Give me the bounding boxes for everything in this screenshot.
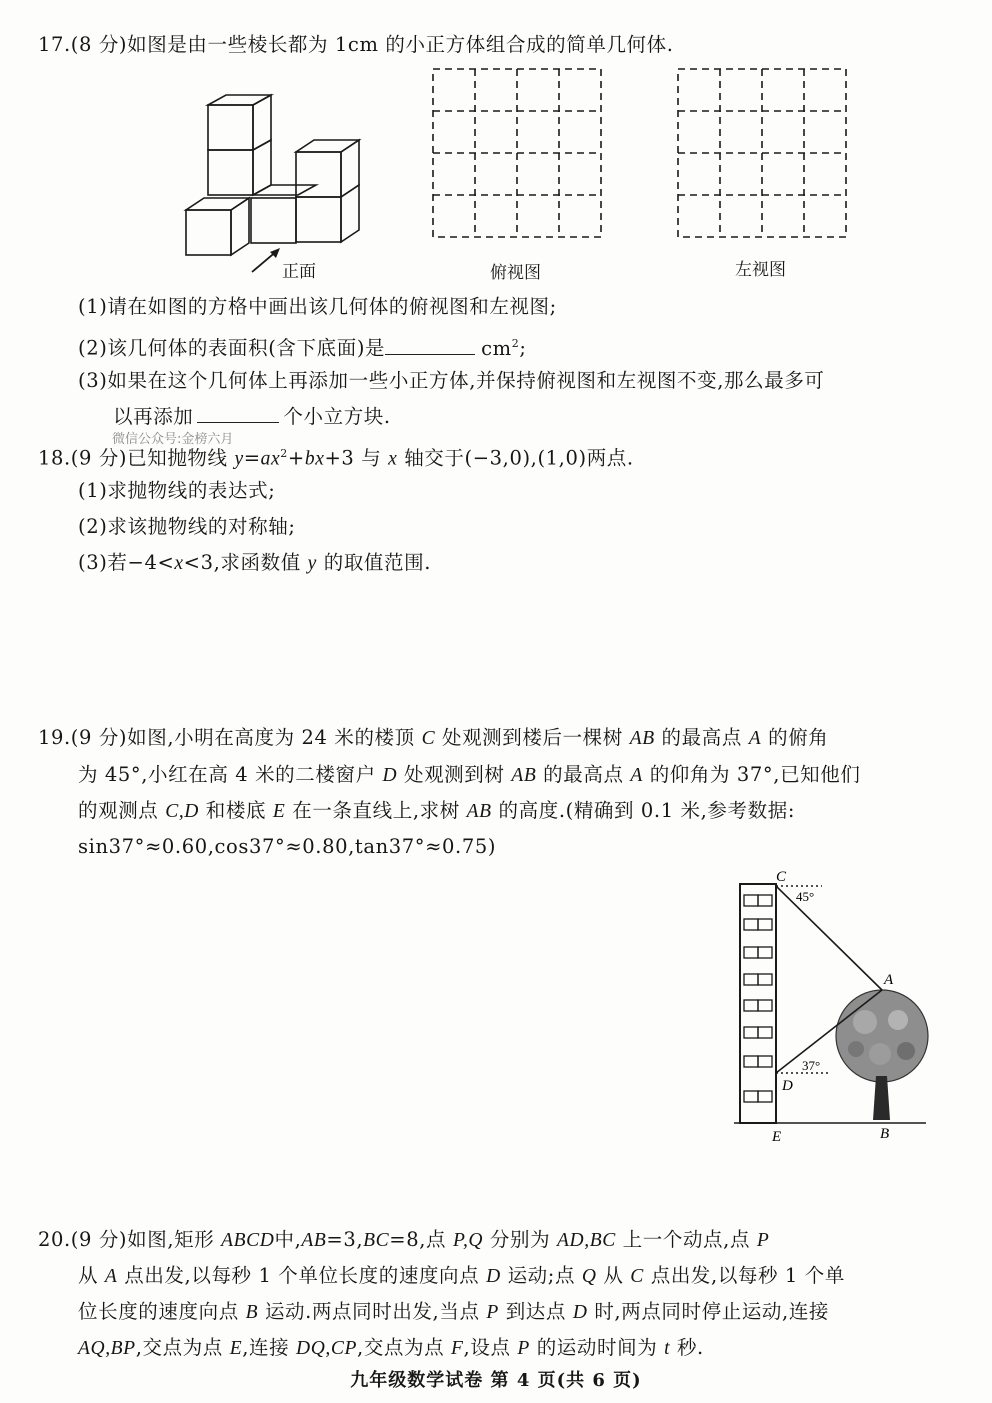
label-E: E — [772, 1129, 782, 1145]
q19-l1a: 19.(9 分)如图,小明在高度为 24 米的楼顶 — [38, 726, 415, 749]
q18-bx: bx — [304, 448, 325, 470]
q20-l1c: =3, — [326, 1228, 364, 1251]
q20-l3d: 时,两点同时停止运动,连接 — [594, 1300, 830, 1323]
q20-l2e: 点出发,以每秒 1 个单 — [650, 1264, 845, 1287]
caption-top-view: 俯视图 — [490, 263, 541, 283]
q20-l2A: A — [104, 1266, 118, 1287]
q20-l1P: P — [756, 1230, 770, 1251]
q19-l1C: C — [421, 728, 436, 749]
q19-l1A: A — [748, 728, 762, 749]
q19-l3AB: AB — [466, 801, 492, 822]
q20-l1e: 分别为 — [489, 1228, 551, 1251]
q18-part2: (2)求该抛物线的对称轴; — [78, 515, 296, 538]
label-B: B — [880, 1126, 890, 1142]
q19-l3c: 在一条直线上,求树 — [292, 799, 460, 822]
q17-part2-text: (2)该几何体的表面积(含下底面)是 — [78, 336, 386, 360]
tree-trunk — [873, 1076, 890, 1120]
q18-stem-d: 轴交于(−3,0),(1,0)两点. — [404, 446, 634, 470]
q20-l1ABCD: ABCD — [221, 1230, 275, 1251]
q18-stem-a: 18.(9 分)已知抛物线 — [38, 446, 228, 470]
label-angle37: 37° — [802, 1058, 821, 1073]
q19-l2a: 为 45°,小红在高 4 米的二楼窗户 — [78, 763, 376, 786]
q17-part3-a: 以再添加 — [113, 405, 194, 428]
q20-l4E: E — [229, 1338, 243, 1359]
q19-l2d: 的仰角为 37°,已知他们 — [649, 763, 861, 786]
q19-l2c: 的最高点 — [543, 763, 624, 786]
top-view-grid — [432, 68, 604, 240]
tree-canopy — [836, 990, 928, 1082]
q19-l1AB: AB — [629, 728, 655, 749]
q20-l4DQCP: DQ,CP — [296, 1338, 358, 1359]
q20-l4f: 的运动时间为 — [536, 1336, 658, 1359]
q18-plus: + — [287, 446, 305, 470]
q20-l1a: 20.(9 分)如图,矩形 — [38, 1228, 215, 1251]
q20-l4b: ,交点为点 — [135, 1336, 223, 1359]
q17-unit-sup: 2 — [511, 337, 520, 350]
q19-line2 — [78, 762, 860, 789]
q18-var-y: y — [234, 448, 244, 470]
q19-line4: sin37°≈0.60,cos37°≈0.80,tan37°≈0.75) — [78, 835, 497, 858]
q20-l2C: C — [630, 1266, 644, 1287]
q20-l4d: ,交点为点 — [357, 1336, 445, 1359]
q20-l4a: AQ,BP — [78, 1338, 136, 1359]
q20-l1PQ: P,Q — [452, 1230, 484, 1251]
q20-l4g: 秒. — [676, 1336, 704, 1359]
q18-p3-a: (3)若−4< — [78, 551, 175, 574]
label-A: A — [884, 972, 894, 988]
q20-l3b: 运动.两点同时出发,当点 — [264, 1300, 480, 1323]
q20-l4F: F — [451, 1338, 464, 1359]
label-angle45: 45° — [796, 889, 815, 904]
q20-line4 — [78, 1335, 704, 1362]
q20-l2d: 从 — [603, 1264, 624, 1287]
q18-p3-x: x — [174, 553, 184, 574]
q20-l4c: ,连接 — [242, 1336, 290, 1359]
q20-l4t: t — [664, 1338, 671, 1359]
q20-l1ADBC: AD,BC — [557, 1230, 616, 1251]
label-C: C — [776, 869, 787, 885]
q20-l2Q: Q — [581, 1266, 597, 1287]
sight-line-ca — [776, 886, 882, 990]
q19-l3d: 的高度.(精确到 0.1 米,参考数据: — [498, 799, 795, 822]
q20-l1AB: AB — [301, 1230, 327, 1251]
q20-l3c: 到达点 — [505, 1300, 567, 1323]
cube-figure — [180, 90, 370, 270]
q20-l4e: ,设点 — [463, 1336, 511, 1359]
q20-l3a: 位长度的速度向点 — [78, 1300, 239, 1323]
building-windows — [744, 895, 772, 1102]
q19-l2b: 处观测到树 — [403, 763, 505, 786]
q18-ax: ax — [260, 448, 281, 470]
answer-blank-surface-area[interactable] — [385, 336, 475, 355]
answer-blank-cube-count[interactable] — [197, 404, 279, 423]
q19-l1c: 的最高点 — [661, 726, 742, 749]
q20-line3 — [78, 1299, 829, 1326]
q19-l1b: 处观测到楼后一棵树 — [441, 726, 623, 749]
q19-l3E: E — [272, 801, 286, 822]
q18-p3-c: 的取值范围. — [323, 551, 432, 574]
q18-part1: (1)求抛物线的表达式; — [78, 479, 276, 502]
q18-eq: = — [243, 446, 261, 470]
q19-line3 — [78, 798, 795, 825]
q20-l1d: =8,点 — [389, 1228, 447, 1251]
q20-l3B: B — [245, 1302, 259, 1323]
q20-l1f: 上一个动点,点 — [622, 1228, 751, 1251]
q17-part1: (1)请在如图的方格中画出该几何体的俯视图和左视图; — [78, 295, 557, 318]
q18-p3-y: y — [307, 553, 317, 574]
q20-l1BC: BC — [363, 1230, 390, 1251]
q20-l1b: 中, — [274, 1228, 302, 1251]
q17-part3-line1: (3)如果在这个几何体上再添加一些小正方体,并保持俯视图和左视图不变,那么最多可 — [78, 369, 825, 392]
caption-left-view: 左视图 — [735, 260, 786, 280]
q19-line1 — [38, 725, 828, 752]
q18-c: +3 与 — [324, 446, 382, 470]
q18-p3-b: <3,求函数值 — [183, 551, 301, 574]
q20-line2 — [78, 1263, 845, 1290]
q19-l3a: 的观测点 — [78, 799, 159, 822]
q18-stem — [38, 441, 634, 473]
q19-l1d: 的俯角 — [768, 726, 829, 749]
q20-l2D: D — [486, 1266, 501, 1287]
q17-part2 — [78, 331, 527, 362]
q18-part3 — [78, 550, 431, 577]
q19-l3CD: C,D — [165, 801, 199, 822]
q18-sup: 2 — [280, 447, 288, 460]
q20-l2c: 运动;点 — [507, 1264, 576, 1287]
q19-l2A: A — [630, 765, 643, 786]
q17-part2-end: ; — [519, 336, 527, 360]
watermark: 微信公众号:金榜六月 — [112, 432, 234, 447]
left-view-grid — [677, 68, 849, 240]
page-footer: 九年级数学试卷 第 4 页(共 6 页) — [350, 1370, 642, 1391]
q20-l4P: P — [517, 1338, 530, 1359]
q17-stem: 17.(8 分)如图是由一些棱长都为 1cm 的小正方体组合成的简单几何体. — [38, 33, 674, 56]
q20-l3P: P — [486, 1302, 499, 1323]
q17-unit: cm — [481, 336, 512, 360]
q20-line1 — [38, 1227, 769, 1254]
q20-l2a: 从 — [78, 1264, 99, 1287]
q19-l3b: 和楼底 — [205, 799, 267, 822]
q19-l2D: D — [382, 765, 398, 786]
q19-l2AB: AB — [511, 765, 537, 786]
label-D: D — [782, 1078, 793, 1094]
q17-part3-line2 — [113, 404, 391, 430]
q20-l3D: D — [572, 1302, 588, 1323]
q18-x: x — [388, 448, 398, 470]
q17-part3-b: 个小立方块. — [283, 405, 391, 428]
q19-figure — [730, 862, 930, 1147]
caption-front: 正面 — [282, 262, 316, 282]
q20-l2b: 点出发,以每秒 1 个单位长度的速度向点 — [124, 1264, 480, 1287]
